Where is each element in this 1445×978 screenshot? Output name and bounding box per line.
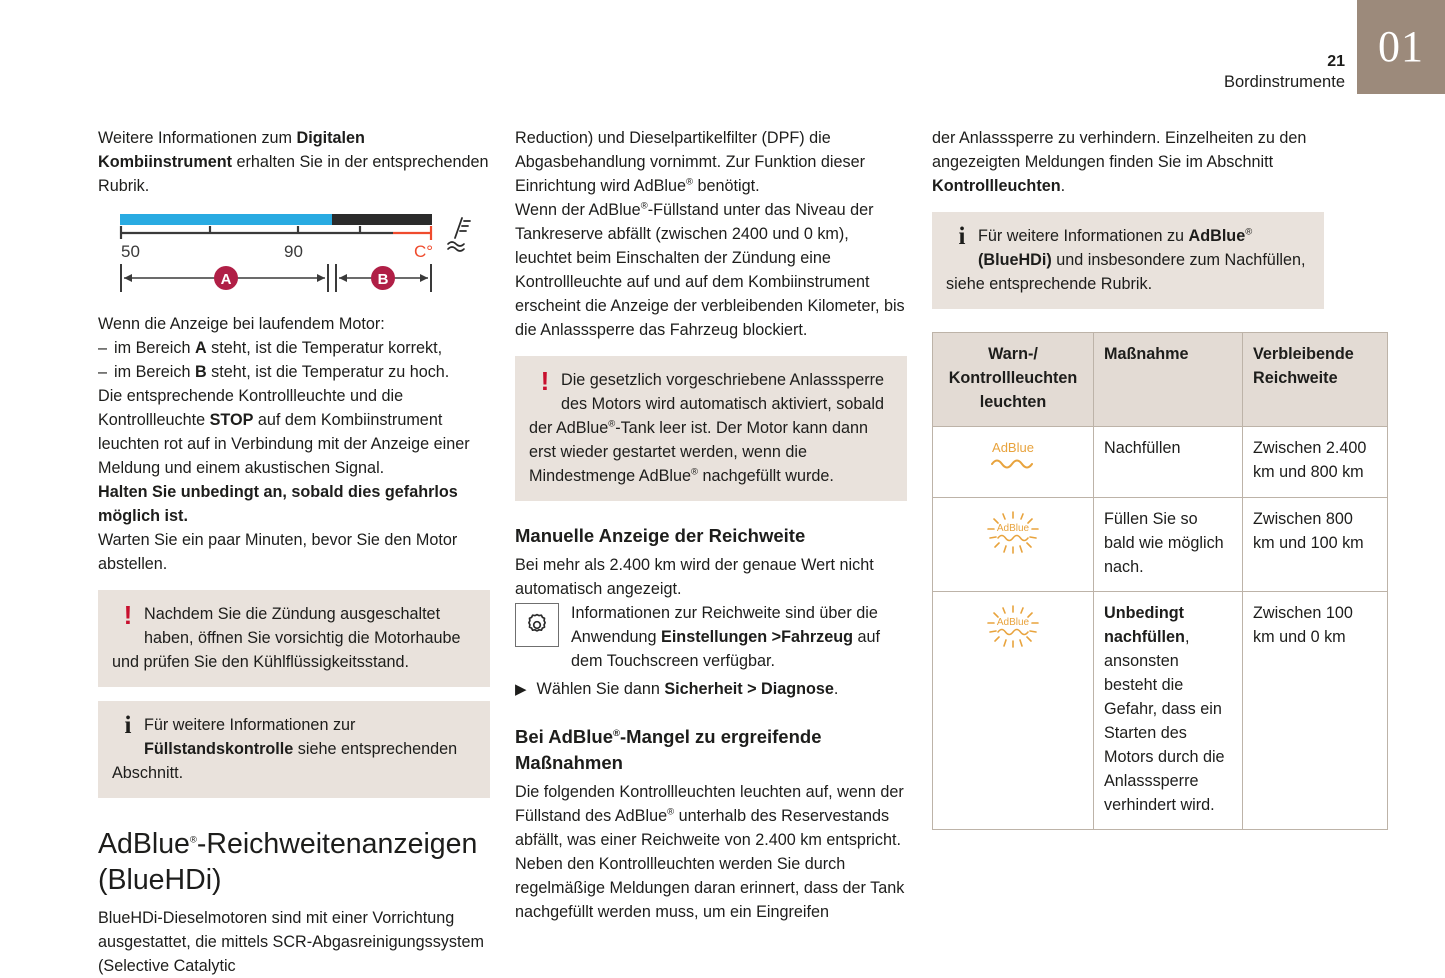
stop-lamp-paragraph: [98, 384, 490, 480]
info-box-adblue-text: [946, 227, 1306, 293]
info3-b1: AdBlue: [1188, 227, 1246, 245]
gauge-dash-item-a: [98, 336, 490, 360]
heading-adblue-post: -Reichweitenanzeigen: [196, 828, 478, 860]
table-row: [933, 427, 1388, 498]
column-right: [932, 126, 1367, 830]
intro-paragraph: [98, 126, 490, 198]
arrow-t2: .: [833, 680, 839, 698]
dash-glyph-a: –: [98, 339, 108, 357]
heading-bei-adblue-mangel: [515, 724, 907, 776]
arrow-instruction-text: [537, 677, 839, 701]
gear-b1: Einstellungen >Fahrzeug: [661, 628, 854, 646]
adblue-steady-wave: [992, 461, 1032, 468]
cell-icon-steady: [933, 427, 1094, 498]
bluehdi-paragraph: BlueHDi-Dieselmotoren sind mit einer Vorrichtung ausgestattet, die mittels SCR-Abgasreinigungssystem (Selective Catalytic: [98, 909, 484, 975]
halt-warning-paragraph: [98, 480, 490, 528]
info-box-fuellstandskontrolle-text: [112, 716, 457, 782]
reduction-t2: benötigt.: [692, 177, 760, 195]
wait-paragraph: Warten Sie ein paar Minuten, bevor Sie den Motor abstellen.: [98, 531, 458, 573]
header-text-block: [1224, 52, 1345, 93]
adblue-blinking-label-1: AdBlue: [996, 523, 1030, 534]
fuellstand-t1: Wenn der AdBlue: [515, 201, 641, 219]
cell-range-1: Zwischen 2.400 km und 800 km: [1243, 427, 1388, 498]
range-b-label: B: [377, 271, 389, 288]
fuellstand-sup1: ®: [640, 200, 648, 212]
stop-text-2: auf dem Kombiinstrument leuchten rot auf in Verbindung mit der Anzeige einer Meldung und einem akustischen Signal.: [98, 411, 470, 477]
page-header: [0, 0, 1445, 96]
dash-glyph-b: –: [98, 363, 108, 381]
reduction-t1: Reduction) und Dieselpartikelfilter (DPF) die Abgasbehandlung vornimmt. Zur Funktion dieser Einrichtung wird AdBlue: [515, 129, 866, 195]
measure-3-bold: Unbedingt nachfüllen: [1104, 604, 1185, 646]
adblue-blinking-wave-1: [998, 536, 1028, 541]
info-box-fuellstandskontrolle: [98, 701, 490, 798]
measure-2-text: Füllen Sie so bald wie möglich nach.: [1104, 510, 1224, 576]
cell-icon-blinking-2: [933, 592, 1094, 830]
arrow-t1: Wählen Sie dann: [536, 680, 665, 698]
temperature-gauge-figure: [98, 212, 490, 302]
fuellstand-t2: -Füllstand unter das Niveau der Tankreserve abfällt (zwischen 2400 und 0 km), leuchtet beim Einschalten der Zündung eine Kontrollleuchte auf und auf dem Kombiinstrument erscheint die Anzeige der verbleibenden Kilometer, bis die Anlasssperre das Fahrzeug blockiert.: [515, 201, 905, 339]
gear-t2: auf dem Touchscreen verfügbar.: [571, 628, 881, 670]
gauge-condition-intro: Wenn die Anzeige bei laufendem Motor:: [98, 315, 385, 333]
arrow-right-icon: ▶: [515, 681, 527, 698]
info3-b2: (BlueHDi): [978, 251, 1052, 269]
table-header-measure: Maßnahme: [1094, 333, 1243, 427]
intro-bold-1: Digitalen Kombiinstrument: [98, 129, 365, 171]
heading-adblue-reichweitenanzeigen: [98, 826, 490, 898]
reduction-sup1: ®: [685, 176, 693, 188]
info-i-icon-2: i: [958, 223, 966, 250]
temperature-gauge-svg: [98, 212, 478, 300]
adblue-steady-icon: [974, 436, 1052, 478]
column-middle: [515, 126, 907, 924]
info-i-icon: i: [124, 712, 132, 739]
warning-box-coolant-text: Nachdem Sie die Zündung ausgeschaltet haben, öffnen Sie vorsichtig die Motorhaube und prüfen Sie den Kühlflüssigkeitsstand.: [112, 605, 461, 671]
neben-paragraph: Neben den Kontrollleuchten werden Sie durch regelmäßige Meldungen daran erinnert, dass der Tank nachgefüllt werden muss, um ein Eingreifen: [515, 855, 905, 921]
table-header-range: Verbleibende Reichweite: [1243, 333, 1388, 427]
fuellstand-paragraph: [515, 198, 907, 342]
mangel-post: -Mangel zu ergreifende Maßnahmen: [515, 726, 822, 773]
range-b-arrow-right: [420, 274, 428, 282]
warn2-sup2: ®: [690, 466, 698, 478]
folgenden-paragraph: [515, 780, 907, 852]
beimehr-paragraph: Bei mehr als 2.400 km wird der genaue Wert nicht automatisch angezeigt.: [515, 556, 874, 598]
warning-exclamation-icon-2: !: [540, 366, 550, 396]
table-body: [933, 427, 1388, 830]
adblue-blinking-wave-2: [998, 630, 1028, 635]
warn2-t1: Die gesetzlich vorgeschriebene Anlasssperre des Motors wird automatisch aktiviert, sobald der AdBlue: [529, 371, 885, 437]
anl-t2: .: [1060, 177, 1066, 195]
info3-t2: und insbesondere zum Nachfüllen, siehe entsprechende Rubrik.: [946, 251, 1306, 293]
warn2-t3: nachgefüllt wurde.: [697, 467, 834, 485]
intro-text-2: erhalten Sie in der entsprechenden Rubrik.: [98, 153, 489, 195]
table-header-row: [933, 333, 1388, 427]
intro-text-1: Weitere Informationen zum: [98, 129, 297, 147]
warning-box-coolant: [98, 590, 490, 687]
gear-instruction-text: [571, 601, 907, 673]
heading-adblue-sup: ®: [189, 834, 197, 846]
range-a-arrow-right: [317, 274, 325, 282]
gear-icon: [515, 603, 559, 647]
gauge-cool-band: [120, 214, 332, 225]
adblue-steady-label: AdBlue: [992, 440, 1034, 455]
anl-b1: Kontrollleuchten: [932, 177, 1061, 195]
chapter-tab: [1357, 0, 1445, 94]
table-head: [933, 333, 1388, 427]
dash-a-post: steht, ist die Temperatur korrekt,: [206, 339, 443, 357]
section-title: Bordinstrumente: [1223, 73, 1345, 91]
warn2-sup1: ®: [608, 418, 616, 430]
reduction-paragraph: [515, 126, 907, 198]
arrow-b1: Sicherheit > Diagnose: [664, 680, 834, 698]
measure-3-rest: , ansonsten besteht die Gefahr, dass ein Starten des Motors durch die Anlasssperre verhindert wird.: [1104, 628, 1225, 814]
measure-1-text: Nachfüllen: [1104, 439, 1181, 457]
chapter-number: 01: [1378, 22, 1424, 71]
table-header-lamps: Warn-/ Kontrollleuchten leuchten: [933, 333, 1094, 427]
adblue-blinking-icon: [974, 601, 1052, 651]
info1-t1: Für weitere Informationen zur: [144, 716, 356, 734]
gauge-label-50: 50: [121, 242, 140, 261]
stop-text-1: Die entsprechende Kontrollleuchte und die Kontrollleuchte: [98, 387, 404, 429]
gauge-label-c: C°: [414, 242, 434, 261]
heading-manuelle-anzeige: Manuelle Anzeige der Reichweite: [515, 525, 806, 546]
stop-bold: STOP: [209, 411, 254, 429]
info1-t2: siehe entsprechenden Abschnitt.: [112, 740, 458, 782]
gauge-label-90: 90: [284, 242, 303, 261]
cell-measure-2: [1094, 498, 1243, 592]
range-b-arrow-left: [339, 274, 347, 282]
heading-adblue-pre: AdBlue: [98, 828, 190, 860]
info1-b1: Füllstandskontrolle: [144, 740, 294, 758]
folgenden-t1: Die folgenden Kontrollleuchten leuchten auf, wenn der Füllstand des AdBlue: [515, 783, 904, 825]
gauge-dash-item-b: [98, 360, 490, 384]
mangel-pre: Bei AdBlue: [515, 726, 613, 747]
dash-a-pre: im Bereich: [114, 339, 195, 357]
gear-t1: Informationen zur Reichweite sind über die Anwendung: [571, 604, 878, 646]
range-a-label: A: [220, 271, 232, 288]
cell-measure-1: [1094, 427, 1243, 498]
info3-t1: Für weitere Informationen zu: [978, 227, 1189, 245]
arrow-instruction-row: [515, 677, 907, 702]
warn2-t2: -Tank leer ist. Der Motor kann dann erst wieder gestartet werden, wenn die Mindestmenge AdBlue: [529, 419, 869, 485]
info-box-adblue-bluehdi: [932, 212, 1324, 309]
folgenden-sup1: ®: [667, 806, 675, 818]
warning-box-anlasssperre-text: [529, 371, 884, 485]
page-number: 21: [1327, 53, 1345, 70]
dash-b-post: steht, ist die Temperatur zu hoch.: [206, 363, 450, 381]
anl-t1: der Anlasssperre zu verhindern. Einzelheiten zu den angezeigten Meldungen finden Sie im Abschnitt: [932, 129, 1307, 171]
dash-b-bold: B: [194, 363, 207, 381]
info3-sup1: ®: [1245, 226, 1253, 238]
table-row: [933, 498, 1388, 592]
anlasssperre-paragraph: [932, 126, 1324, 198]
cell-range-2: Zwischen 800 km und 100 km: [1243, 498, 1388, 592]
gear-icon-svg: [524, 612, 550, 638]
adblue-blinking-icon: [974, 507, 1052, 557]
cell-measure-3: [1094, 592, 1243, 830]
cell-icon-blinking-1: [933, 498, 1094, 592]
gear-instruction-row: [515, 601, 907, 673]
column-left: [98, 126, 490, 978]
dash-a-bold: A: [194, 339, 207, 357]
thermometer-icon: [448, 218, 470, 251]
table-row: [933, 592, 1388, 830]
adblue-blinking-label-2: AdBlue: [996, 617, 1030, 628]
mangel-sup: ®: [613, 727, 620, 739]
range-a-arrow-left: [124, 274, 132, 282]
cell-range-3: Zwischen 100 km und 0 km: [1243, 592, 1388, 830]
halt-warning-bold: Halten Sie unbedingt an, sobald dies gefahrlos möglich ist.: [98, 483, 458, 525]
folgenden-t2: unterhalb des Reservestands abfällt, was einer Reichweite von 2.400 km entspricht.: [515, 807, 901, 849]
heading-adblue-line2: (BlueHDi): [98, 864, 222, 896]
gauge-hot-band: [332, 214, 432, 225]
warning-box-anlasssperre: [515, 356, 907, 501]
warning-exclamation-icon: !: [123, 600, 133, 630]
adblue-warning-table: [932, 332, 1388, 830]
dash-b-pre: im Bereich: [114, 363, 195, 381]
